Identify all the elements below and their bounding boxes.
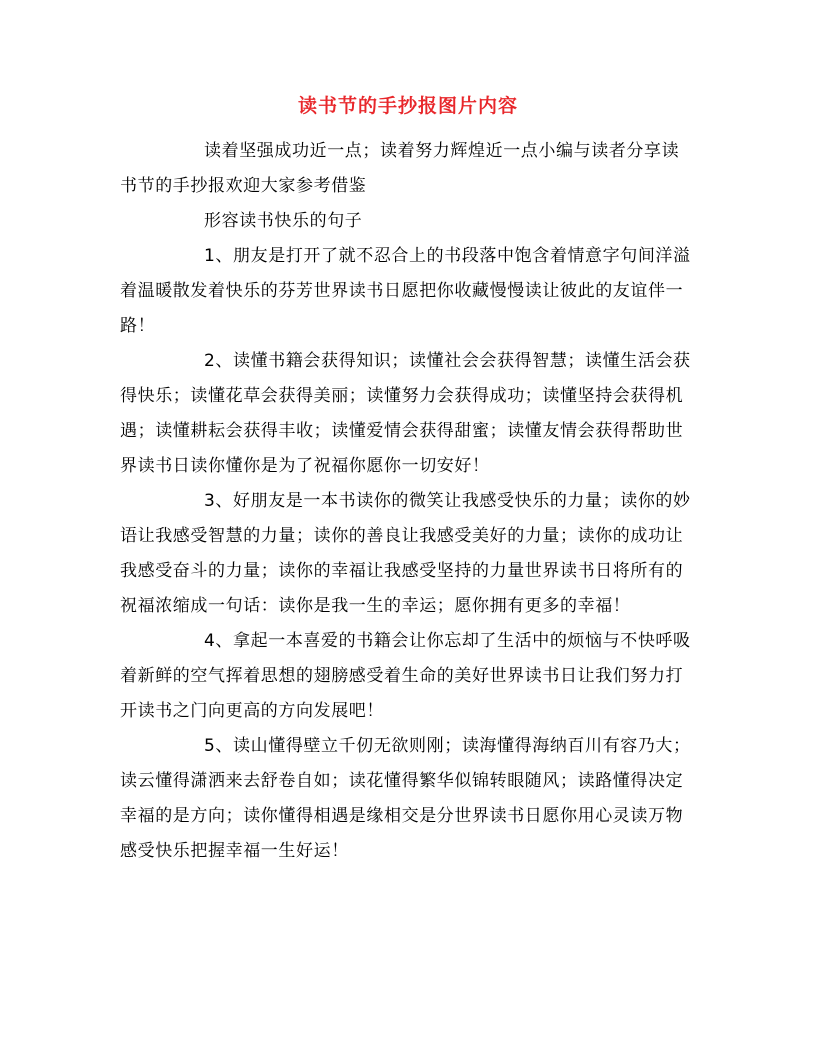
document-title: 读书节的手抄报图片内容 xyxy=(297,95,518,117)
paragraph-5: 5、读山懂得壁立千仞无欲则刚；读海懂得海纳百川有容乃大；读云懂得潇洒来去舒卷自如；读花懂得繁华似锦转眼随风；读路懂得决定幸福的是方向；读你懂得相遇是缘相交是分世界读书日愿你用心灵读万物感受快乐把握幸福一生好运！ xyxy=(120,736,691,861)
intro-paragraph: 读着坚强成功近一点；读着努力辉煌近一点小编与读者分享读书节的手抄报欢迎大家参考借鉴 xyxy=(120,141,680,196)
document-body xyxy=(120,134,696,869)
section-heading: 形容读书快乐的句子 xyxy=(204,211,363,231)
paragraph-2: 2、读懂书籍会获得知识；读懂社会会获得智慧；读懂生活会获得快乐；读懂花草会获得美丽；读懂努力会获得成功；读懂坚持会获得机遇；读懂耕耘会获得丰收；读懂爱情会获得甜蜜；读懂友情会获得帮助世界读书日读你懂你是为了祝福你愿你一切安好！ xyxy=(120,351,691,476)
paragraph-4: 4、拿起一本喜爱的书籍会让你忘却了生活中的烦恼与不快呼吸着新鲜的空气挥着思想的翅膀感受着生命的美好世界读书日让我们努力打开读书之门向更高的方向发展吧！ xyxy=(120,631,691,721)
paragraph-1: 1、朋友是打开了就不忍合上的书段落中饱含着情意字句间洋溢着温暖散发着快乐的芬芳世界读书日愿把你收藏慢慢读让彼此的友谊伴一路！ xyxy=(120,246,691,336)
paragraph-3: 3、好朋友是一本书读你的微笑让我感受快乐的力量；读你的妙语让我感受智慧的力量；读你的善良让我感受美好的力量；读你的成功让我感受奋斗的力量；读你的幸福让我感受坚持的力量世界读书日将所有的祝福浓缩成一句话：读你是我一生的幸运；愿你拥有更多的幸福！ xyxy=(120,491,691,616)
